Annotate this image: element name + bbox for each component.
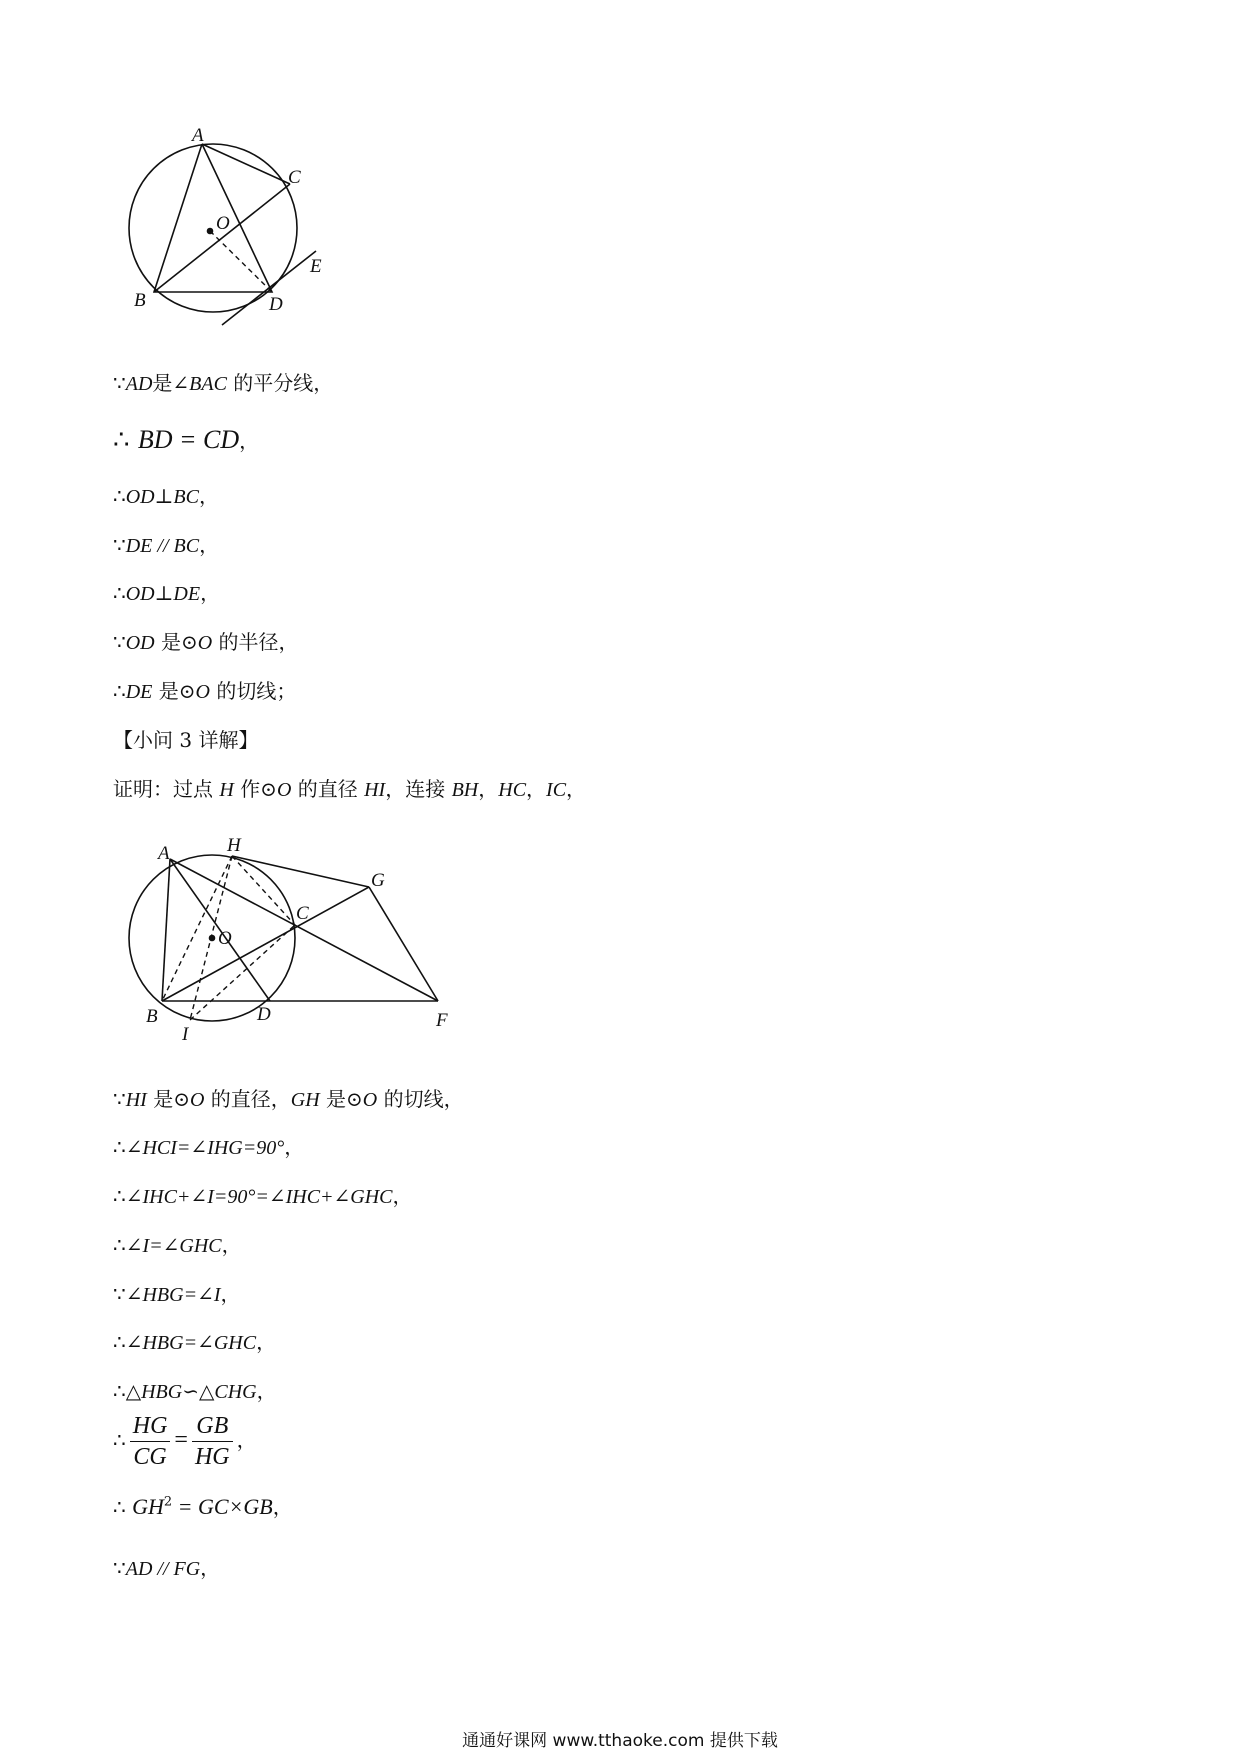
label-O: O (216, 213, 230, 234)
proof-intro: 证明：过点 H 作⊙O 的直径 HI，连接 BH，HC，IC， (113, 777, 587, 801)
label-H: H (227, 835, 241, 856)
line-od-perp-bc: ∴OD⊥BC， (113, 484, 219, 508)
label-O: O (218, 928, 232, 949)
fraction-hg-cg: $\frac{HG}{CG}$ (130, 1411, 171, 1472)
footer-source: 通通好课网 www.tthaoke.com 提供下载 (462, 1731, 778, 1751)
line-similar-triangles: ∴△HBG∽△CHG， (113, 1379, 277, 1403)
line-od-perp-de: ∴OD⊥DE， (113, 581, 221, 605)
line-ad-bisector: ∵AD是∠BAC 的平分线， (113, 371, 334, 395)
label-C: C (288, 167, 301, 188)
label-B: B (134, 290, 146, 311)
section-heading: 【小问 3 详解】 (113, 728, 259, 752)
line-angle-hbg-i: ∵∠HBG=∠I， (113, 1282, 241, 1306)
label-D: D (269, 294, 283, 315)
label-G: G (371, 870, 385, 891)
line-angle-i-ghc: ∴∠I=∠GHC， (113, 1233, 242, 1257)
line-angle-hbg-ghc: ∴∠HBG=∠GHC， (113, 1330, 277, 1354)
label-E: E (310, 256, 322, 277)
line-bd-eq-cd: ∴ BD = CD， (113, 425, 260, 455)
label-D: D (257, 1004, 271, 1025)
label-B: B (146, 1006, 158, 1027)
label-C: C (296, 903, 309, 924)
label-A: A (158, 843, 170, 864)
line-od-radius: ∵OD 是⊙O 的半径， (113, 630, 299, 654)
figure-circle-tangent (120, 125, 340, 340)
line-ad-parallel-fg: ∵AD // FG， (113, 1556, 221, 1580)
line-angle-sum: ∴∠IHC+∠I=90°=∠IHC+∠GHC， (113, 1184, 413, 1208)
line-de-parallel-bc: ∵DE // BC， (113, 533, 220, 557)
fraction-gb-hg: $\frac{GB}{HG}$ (192, 1411, 233, 1472)
line-hi-diameter: ∵HI 是⊙O 的直径，GH 是⊙O 的切线， (113, 1087, 464, 1111)
label-A: A (192, 125, 204, 146)
line-de-tangent: ∴DE 是⊙O 的切线； (113, 679, 297, 703)
figure-similar-triangles (120, 832, 465, 1052)
line-gh-squared: ∴ $GH^2 = GC\times GB$， (113, 1494, 293, 1519)
line-right-angles: ∴∠HCI=∠IHG=90°， (113, 1135, 305, 1159)
label-F: F (436, 1010, 448, 1031)
line-ratio: ∴ $\frac{HG}{CG}$ = $\frac{GB}{HG}$ ， (113, 1413, 257, 1470)
label-I: I (182, 1024, 189, 1045)
